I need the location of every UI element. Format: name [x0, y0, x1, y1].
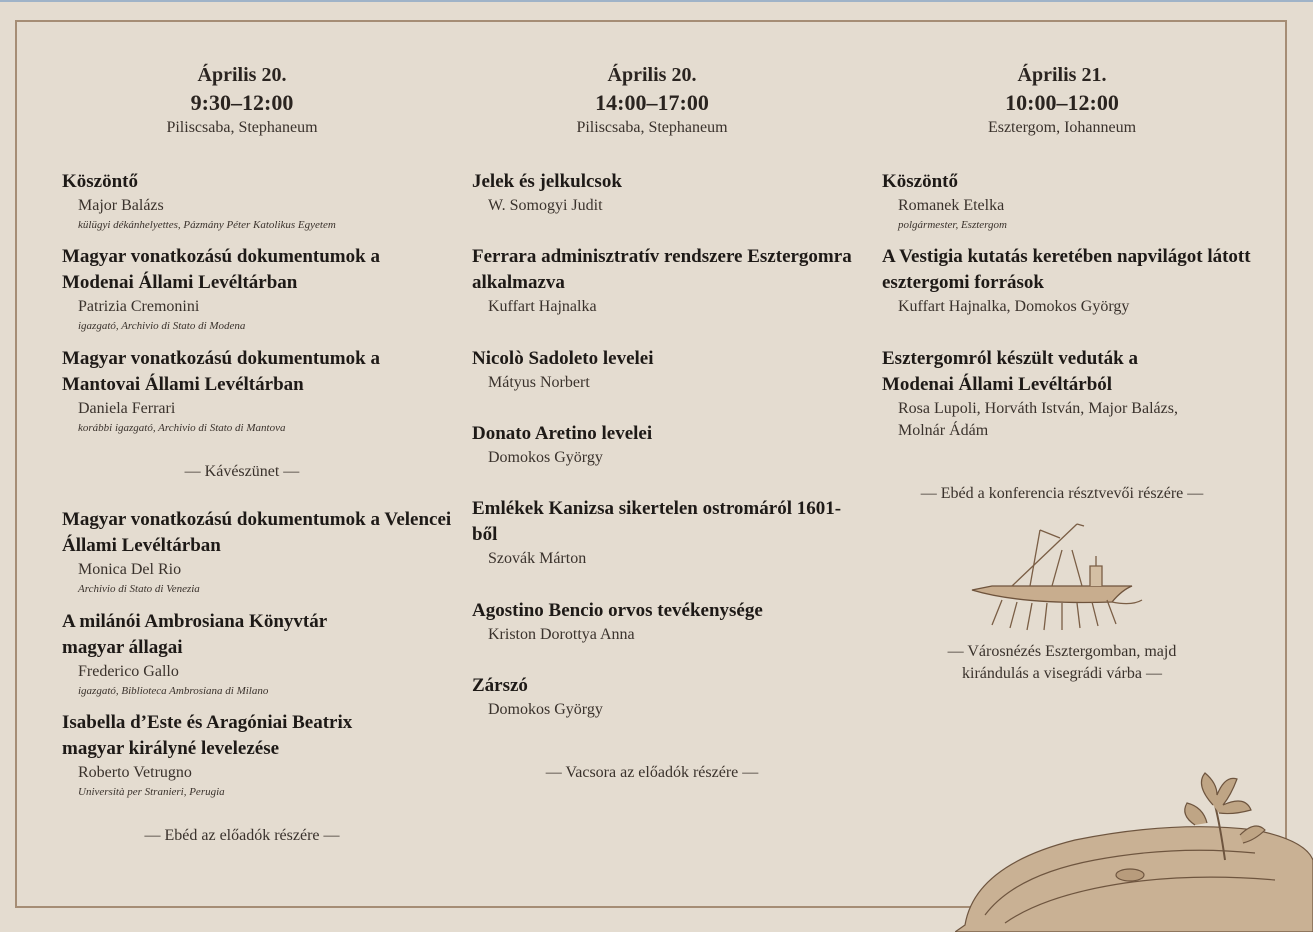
program-item	[882, 346, 1272, 442]
session-date: Április 20.	[197, 64, 287, 86]
talk-title: Ferrara adminisztratív rendszere Esztergomra alkalmazva	[472, 246, 852, 293]
speaker-name: Kriston Dorottya Anna	[488, 626, 635, 643]
talk-title: Köszöntő	[882, 171, 958, 192]
speaker-affiliation: korábbi igazgató, Archivio di Stato di Mantova	[78, 422, 286, 434]
break-note: — Ebéd a konferencia résztvevői részére —	[920, 485, 1204, 502]
speaker-affiliation: Università per Stranieri, Perugia	[78, 786, 225, 798]
talk-title: Zárszó	[472, 675, 528, 696]
ship-drawing-icon	[962, 520, 1162, 635]
session-date: Április 20.	[607, 64, 697, 86]
session-header	[882, 62, 1242, 138]
speaker-affiliation: igazgató, Archivio di Stato di Modena	[78, 320, 246, 332]
speaker-name: Monica Del Rio	[78, 561, 182, 578]
program-item	[472, 169, 862, 217]
session-date: Április 21.	[1017, 64, 1107, 86]
speaker-name: W. Somogyi Judit	[488, 197, 603, 214]
speaker-name: Domokos György	[488, 701, 603, 718]
program-item	[472, 673, 862, 721]
speaker-affiliation: Archivio di Stato di Venezia	[78, 583, 200, 595]
speaker-name: Major Balázs	[78, 197, 164, 214]
program-item	[62, 609, 452, 699]
speaker-affiliation: igazgató, Biblioteca Ambrosiana di Milano	[78, 685, 269, 697]
talk-title: Magyar vonatkozású dokumentumok a Mantovai Állami Levéltárban	[62, 348, 380, 395]
talk-title: Esztergomról készült veduták a Modenai Állami Levéltárból	[882, 348, 1138, 395]
speaker-name: Patrizia Cremonini	[78, 298, 200, 315]
session-time: 14:00–17:00	[595, 90, 709, 115]
talk-title: Jelek és jelkulcsok	[472, 171, 622, 192]
program-item	[62, 507, 452, 597]
speaker-affiliation: külügyi dékánhelyettes, Pázmány Péter Katolikus Egyetem	[78, 219, 336, 231]
program-item	[472, 598, 862, 646]
talk-title: Köszöntő	[62, 171, 138, 192]
session-header	[62, 62, 422, 138]
program-item	[882, 244, 1272, 318]
talk-title: Magyar vonatkozású dokumentumok a Velencei Állami Levéltárban	[62, 509, 452, 556]
session-place: Piliscsaba, Stephaneum	[576, 119, 728, 136]
program-item	[62, 169, 452, 233]
speaker-name: Daniela Ferrari	[78, 400, 176, 417]
talk-title: A Vestigia kutatás keretében napvilágot látott esztergomi források	[882, 246, 1251, 293]
talk-title: Agostino Bencio orvos tevékenysége	[472, 600, 763, 621]
program-item	[472, 346, 862, 394]
speaker-name: Kuffart Hajnalka	[488, 298, 597, 315]
session-time: 9:30–12:00	[190, 90, 294, 115]
break-note: — Vacsora az előadók részére —	[545, 764, 759, 781]
session-place: Piliscsaba, Stephaneum	[166, 119, 318, 136]
speaker-name: Romanek Etelka	[898, 197, 1005, 214]
program-item	[472, 421, 862, 469]
speaker-name: Frederico Gallo	[78, 663, 179, 680]
program-item	[62, 346, 452, 436]
speaker-name: Rosa Lupoli, Horváth István, Major Balázs, Molnár Ádám	[898, 400, 1178, 439]
break-note: — Kávészünet —	[184, 463, 300, 480]
break-note: — Városnézés Esztergomban, majd kirándulás a visegrádi várba —	[947, 643, 1177, 682]
break-note: — Ebéd az előadók részére —	[144, 827, 340, 844]
session-time: 10:00–12:00	[1005, 90, 1119, 115]
talk-title: Nicolò Sadoleto levelei	[472, 348, 654, 369]
top-edge	[0, 0, 1313, 2]
speaker-name: Domokos György	[488, 449, 603, 466]
island-drawing-icon	[955, 765, 1313, 932]
program-item	[472, 244, 862, 318]
session-place: Esztergom, Iohanneum	[987, 119, 1137, 136]
talk-title: Isabella d’Este és Aragóniai Beatrix magyar királyné levelezése	[62, 712, 353, 759]
program-item	[882, 169, 1272, 233]
speaker-affiliation: polgármester, Esztergom	[898, 219, 1007, 231]
program-item	[62, 244, 452, 334]
speaker-name: Mátyus Norbert	[488, 374, 590, 391]
talk-title: Emlékek Kanizsa sikertelen ostromáról 1601-ből	[472, 498, 842, 545]
session-header	[472, 62, 832, 138]
speaker-name: Kuffart Hajnalka, Domokos György	[898, 298, 1130, 315]
speaker-name: Roberto Vetrugno	[78, 764, 192, 781]
speaker-name: Szovák Márton	[488, 550, 587, 567]
talk-title: Magyar vonatkozású dokumentumok a Modenai Állami Levéltárban	[62, 246, 380, 293]
program-item	[472, 496, 862, 570]
talk-title: Donato Aretino levelei	[472, 423, 653, 444]
program-item	[62, 710, 452, 800]
talk-title: A milánói Ambrosiana Könyvtár magyar állagai	[62, 611, 327, 658]
